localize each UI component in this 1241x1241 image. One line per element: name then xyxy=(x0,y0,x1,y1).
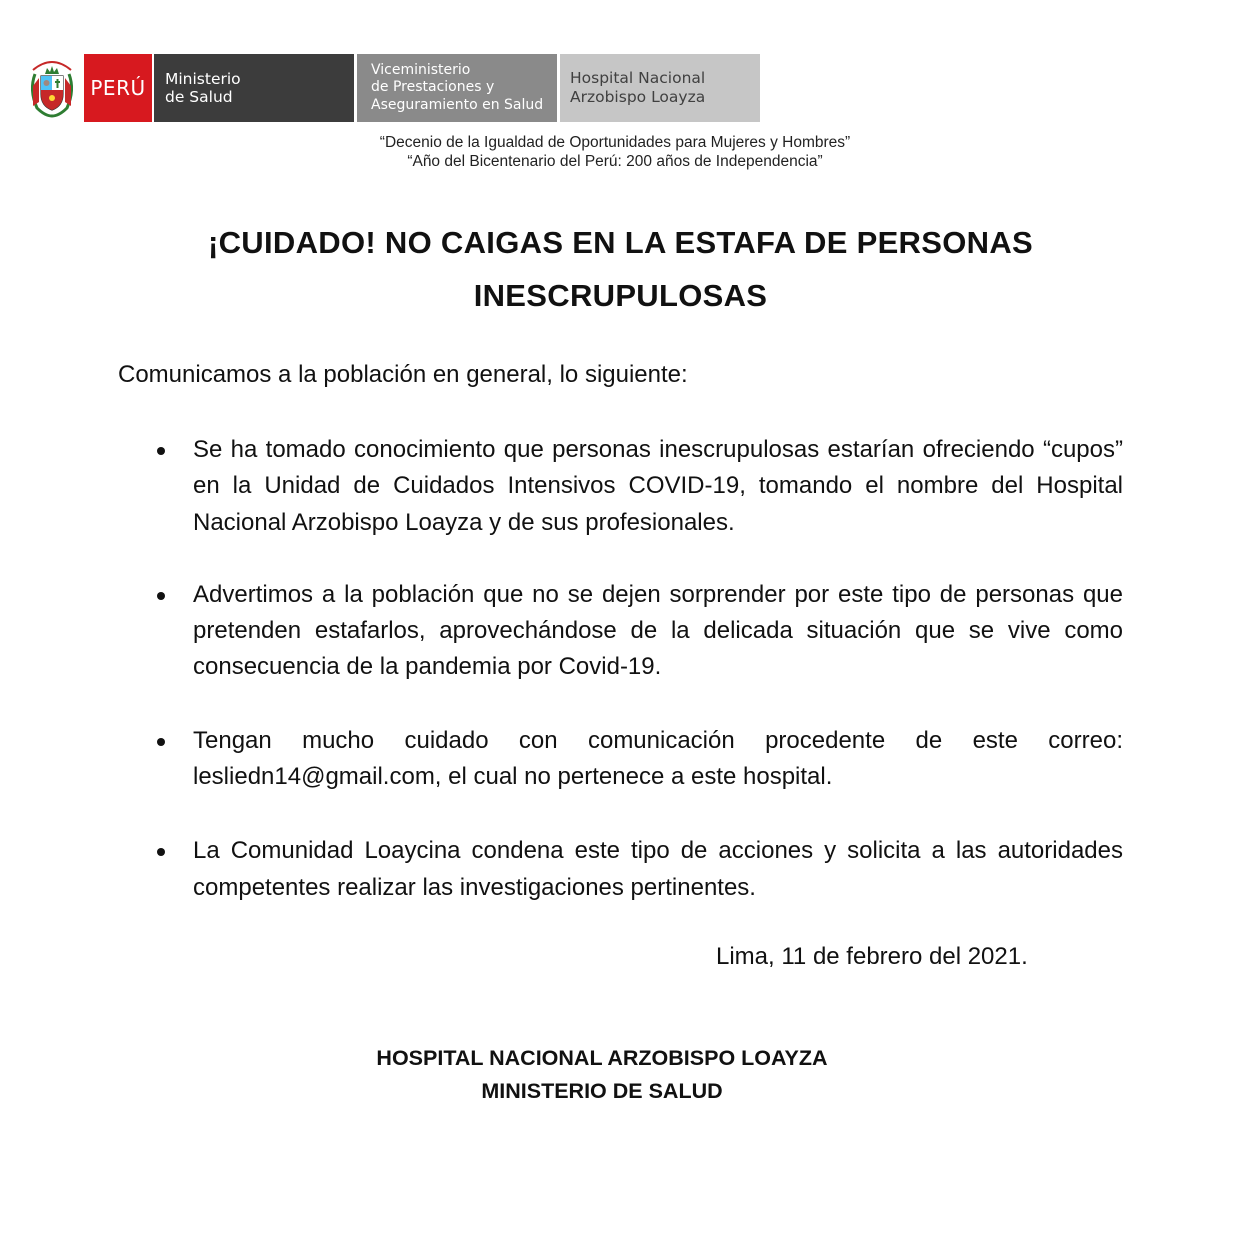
signature-line1: HOSPITAL NACIONAL ARZOBISPO LOAYZA xyxy=(376,1046,828,1070)
header-banner xyxy=(26,54,760,122)
date-line: Lima, 11 de febrero del 2021. xyxy=(716,943,1028,970)
notice-list xyxy=(155,432,1123,906)
bullet-icon xyxy=(157,848,165,856)
list-item xyxy=(155,723,1123,796)
vice-line2: de Prestaciones y xyxy=(371,79,495,96)
ministry-block xyxy=(154,54,354,122)
viceministry-block xyxy=(357,54,557,122)
hospital-line2: Arzobispo Loayza xyxy=(570,88,706,106)
list-item xyxy=(155,833,1123,906)
signature-line2: MINISTERIO DE SALUD xyxy=(481,1078,723,1103)
title-line2: INESCRUPULOSAS xyxy=(473,278,768,313)
list-item-text: La Comunidad Loaycina condena este tipo de acciones y solicita a las autoridades competentes realizar las investigaciones pertinentes. xyxy=(193,837,1123,901)
ministry-line1: Ministerio xyxy=(165,70,241,88)
signature-block xyxy=(300,1042,904,1107)
decade-mottos xyxy=(360,133,870,171)
vice-line3: Aseguramiento en Salud xyxy=(371,96,544,113)
list-item-text: Se ha tomado conocimiento que personas inescrupulosas estarían ofreciendo “cupos” en la Unidad de Cuidados Intensivos COVID-19, tomando el nombre del Hospital Nacional Arzobispo Loayza y de sus profesionales. xyxy=(193,436,1123,536)
motto-line1: “Decenio de la Igualdad de Oportunidades para Mujeres y Hombres” xyxy=(379,134,851,151)
ministry-line2: de Salud xyxy=(165,88,233,106)
motto-line2: “Año del Bicentenario del Perú: 200 años de Independencia” xyxy=(407,153,823,170)
title-line1: ¡CUIDADO! NO CAIGAS EN LA ESTAFA DE PERSONAS xyxy=(208,225,1033,260)
intro-paragraph: Comunicamos a la población en general, lo siguiente: xyxy=(118,361,688,388)
vice-line1: Viceministerio xyxy=(371,61,471,78)
list-item xyxy=(155,432,1123,541)
list-item xyxy=(155,577,1123,686)
hospital-line1: Hospital Nacional xyxy=(570,69,706,87)
list-item-text: Tengan mucho cuidado con comunicación procedente de este correo: lesliedn14@gmail.com, el cual no pertenece a este hospital. xyxy=(193,726,1123,791)
peru-brand-block xyxy=(84,54,152,122)
bullet-icon xyxy=(157,447,165,455)
peru-coat-of-arms-icon xyxy=(26,54,78,122)
bullet-icon xyxy=(157,738,165,746)
list-item-text: Advertimos a la población que no se dejen sorprender por este tipo de personas que pretenden estafarlos, aprovechándose de la delicada situación que se vive como consecuencia de la pandemia por Covid-19. xyxy=(193,580,1123,681)
bullet-icon xyxy=(157,592,165,600)
page-title xyxy=(100,216,1141,322)
peru-label: PERÚ xyxy=(90,76,146,100)
hospital-block xyxy=(560,54,760,122)
